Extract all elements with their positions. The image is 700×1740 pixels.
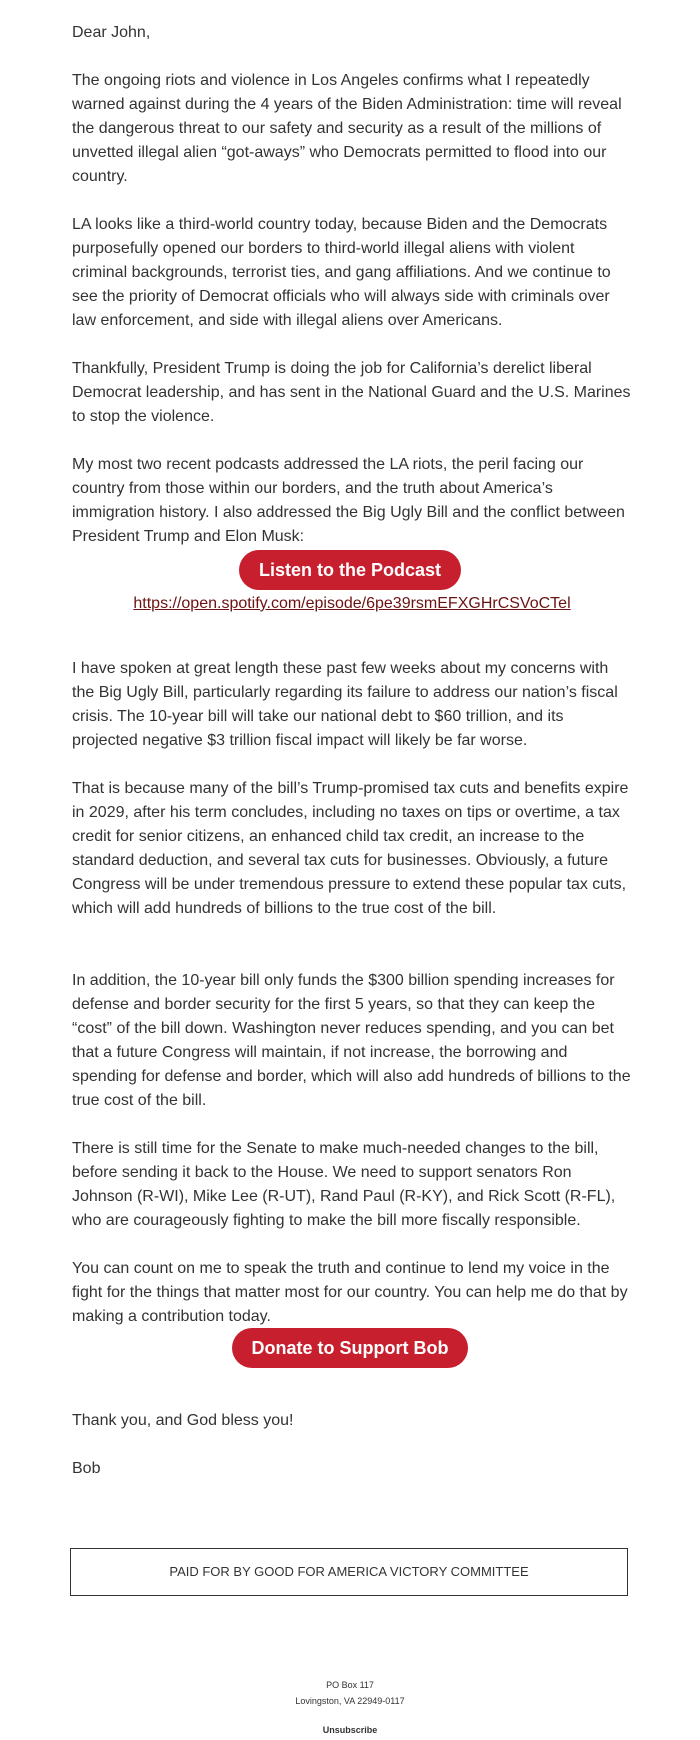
greeting: Dear John, xyxy=(72,24,151,41)
paragraph-2: LA looks like a third-world country today, because Biden and the Democrats purposefully opened our borders to third-world illegal aliens with violent criminal backgrounds, terrorist ties, and gang affiliations. And we continue to see the priority of Democrat officials who will always side with criminals over law enforcement, and side with illegal aliens over Americans. xyxy=(72,216,611,329)
paragraph-9: You can count on me to speak the truth and continue to lend my voice in the fight for the things that matter most for our country. You can help me do that by making a contribution today. xyxy=(72,1260,628,1325)
podcast-link[interactable]: https://open.spotify.com/episode/6pe39rsmEFXGHrCSVoCTel xyxy=(133,595,571,612)
paragraph-5: I have spoken at great length these past few weeks about my concerns with the Big Ugly Bill, particularly regarding its failure to address our nation’s fiscal crisis. The 10-year bill will take our national debt to $60 trillion, and its projected negative $3 trillion fiscal impact will likely be far worse. xyxy=(72,660,618,749)
closing: Thank you, and God bless you! xyxy=(72,1412,294,1429)
paragraph-1: The ongoing riots and violence in Los Angeles confirms what I repeatedly warned against during the 4 years of the Biden Administration: time will reveal the dangerous threat to our safety and security as a result of the millions of unvetted illegal alien “got-aways” who Democrats permitted to flood into our country. xyxy=(72,72,622,185)
paragraph-7: In addition, the 10-year bill only funds the $300 billion spending increases for defense and border security for the first 5 years, so that they can keep the “cost” of the bill down. Washington never reduces spending, and you can bet that a future Congress will maintain, if not increase, the borrowing and spending for defense and border, which will also add hundreds of billions to the true cost of the bill. xyxy=(72,972,631,1109)
unsubscribe-link[interactable]: Unsubscribe xyxy=(322,1725,378,1735)
paragraph-4: My most two recent podcasts addressed the LA riots, the peril facing our country from those within our borders, and the truth about America’s immigration history. I also addressed the Big Ugly Bill and the conflict between President Trump and Elon Musk: xyxy=(72,456,625,545)
paragraph-6: That is because many of the bill’s Trump-promised tax cuts and benefits expire in 2029, after his term concludes, including no taxes on tips or overtime, a tax credit for senior citizens, an enhanced child tax credit, an increase to the standard deduction, and several tax cuts for businesses. Obviously, a future Congress will be under tremendous pressure to extend these popular tax cuts, which will add hundreds of billions to the true cost of the bill. xyxy=(72,780,629,917)
paid-for-disclaimer: PAID FOR BY GOOD FOR AMERICA VICTORY COMMITTEE xyxy=(70,1548,628,1596)
unsubscribe-row xyxy=(0,1723,700,1737)
address-line-2: Lovingston, VA 22949-0117 xyxy=(295,1696,405,1706)
address-line-1: PO Box 117 xyxy=(326,1680,374,1690)
paragraph-3: Thankfully, President Trump is doing the job for California’s derelict liberal Democrat leadership, and has sent in the National Guard and the U.S. Marines to stop the violence. xyxy=(72,360,631,425)
donate-button[interactable]: Donate to Support Bob xyxy=(232,1328,468,1368)
signature: Bob xyxy=(72,1460,101,1477)
listen-podcast-button[interactable]: Listen to the Podcast xyxy=(239,550,461,590)
paragraph-8: There is still time for the Senate to make much-needed changes to the bill, before sending it back to the House. We need to support senators Ron Johnson (R-WI), Mike Lee (R-UT), Rand Paul (R-KY), and Rick Scott (R-FL), who are courageously fighting to make the bill more fiscally responsible. xyxy=(72,1140,616,1229)
